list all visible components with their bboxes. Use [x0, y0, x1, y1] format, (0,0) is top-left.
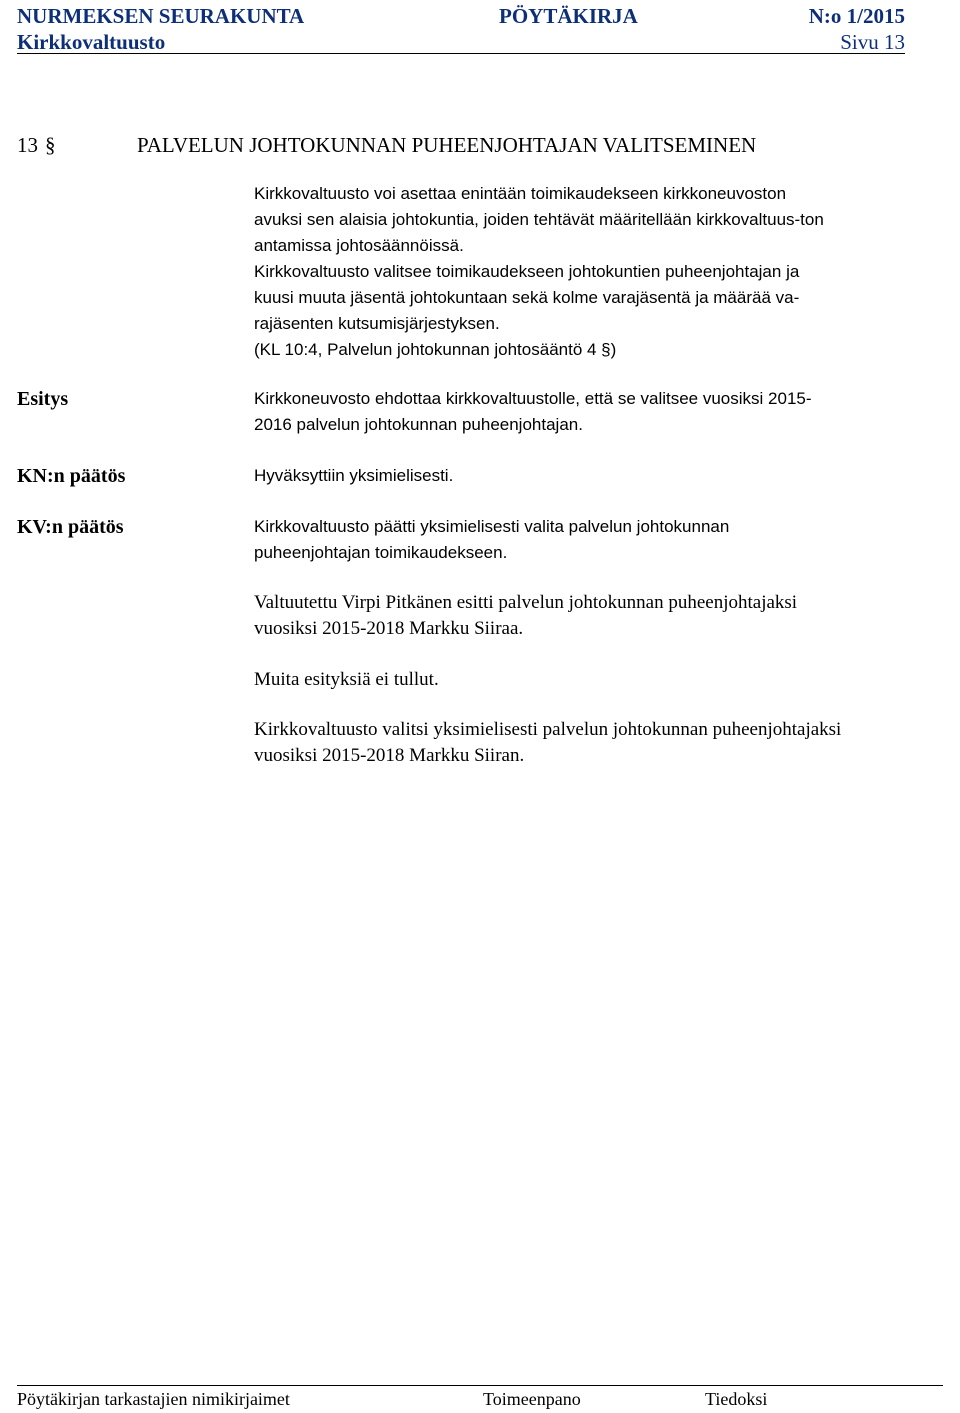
intro-line: avuksi sen alaisia johtokuntia, joiden tehtävät määritellään kirkkovaltuus-ton — [254, 210, 824, 229]
header-row-top — [17, 3, 905, 29]
intro-line: Kirkkovaltuusto valitsee toimikaudekseen johtokuntien puheenjohtajan ja — [254, 262, 800, 281]
intro-line: Kirkkovaltuusto voi asettaa enintään toimikaudekseen kirkkoneuvoston — [254, 184, 787, 203]
footer-execution: Toimeenpano — [483, 1389, 581, 1409]
page-number: Sivu 13 — [840, 30, 905, 54]
intro-line: kuusi muuta jäsentä johtokuntaan sekä kolme varajäsentä ja määrää va- — [254, 288, 800, 307]
footer-info: Tiedoksi — [705, 1389, 768, 1409]
esitys-text — [254, 386, 914, 438]
decision-line: vuosiksi 2015-2018 Markku Siiran. — [254, 745, 525, 766]
esitys-label: Esitys — [17, 388, 69, 410]
kv-paatos-line: Kirkkovaltuusto päätti yksimielisesti valita palvelun johtokunnan — [254, 517, 730, 536]
kv-paatos-label: KV:n päätös — [17, 516, 124, 538]
section-sign: § — [45, 133, 56, 157]
no-other-proposals: Muita esityksiä ei tullut. — [254, 669, 439, 690]
kv-paatos-text — [254, 514, 914, 566]
page-footer — [17, 1385, 943, 1412]
governing-body: Kirkkovaltuusto — [17, 30, 166, 54]
decision-line: Kirkkovaltuusto valitsi yksimielisesti palvelun johtokunnan puheenjohtajaksi — [254, 719, 842, 740]
section-title: PALVELUN JOHTOKUNNAN PUHEENJOHTAJAN VALITSEMINEN — [137, 133, 757, 157]
proposal-line: vuosiksi 2015-2018 Markku Siiraa. — [254, 618, 524, 639]
organization-name: NURMEKSEN SEURAKUNTA — [17, 4, 305, 28]
document-number: N:o 1/2015 — [808, 4, 905, 28]
proposal-paragraph — [254, 590, 797, 642]
kn-paatos-text: Hyväksyttiin yksimielisesti. — [254, 466, 454, 485]
page-header — [17, 3, 905, 54]
intro-paragraph — [254, 181, 914, 363]
kv-paatos-line: puheenjohtajan toimikaudekseen. — [254, 543, 508, 562]
footer-signatures: Pöytäkirjan tarkastajien nimikirjaimet — [17, 1389, 290, 1409]
intro-line: (KL 10:4, Palvelun johtokunnan johtosääntö 4 §) — [254, 340, 617, 359]
header-row-bottom — [17, 29, 905, 55]
intro-line: rajäsenten kutsumisjärjestyksen. — [254, 314, 500, 333]
proposal-line: Valtuutettu Virpi Pitkänen esitti palvelun johtokunnan puheenjohtajaksi — [254, 592, 798, 613]
kn-paatos-label: KN:n päätös — [17, 465, 126, 487]
decision-paragraph — [254, 717, 841, 769]
document-type: PÖYTÄKIRJA — [499, 4, 638, 28]
esitys-line: 2016 palvelun johtokunnan puheenjohtajan. — [254, 415, 583, 434]
intro-line: antamissa johtosäännöissä. — [254, 236, 464, 255]
section-number: 13 — [17, 133, 38, 157]
esitys-line: Kirkkoneuvosto ehdottaa kirkkovaltuustolle, että se valitsee vuosiksi 2015- — [254, 389, 812, 408]
